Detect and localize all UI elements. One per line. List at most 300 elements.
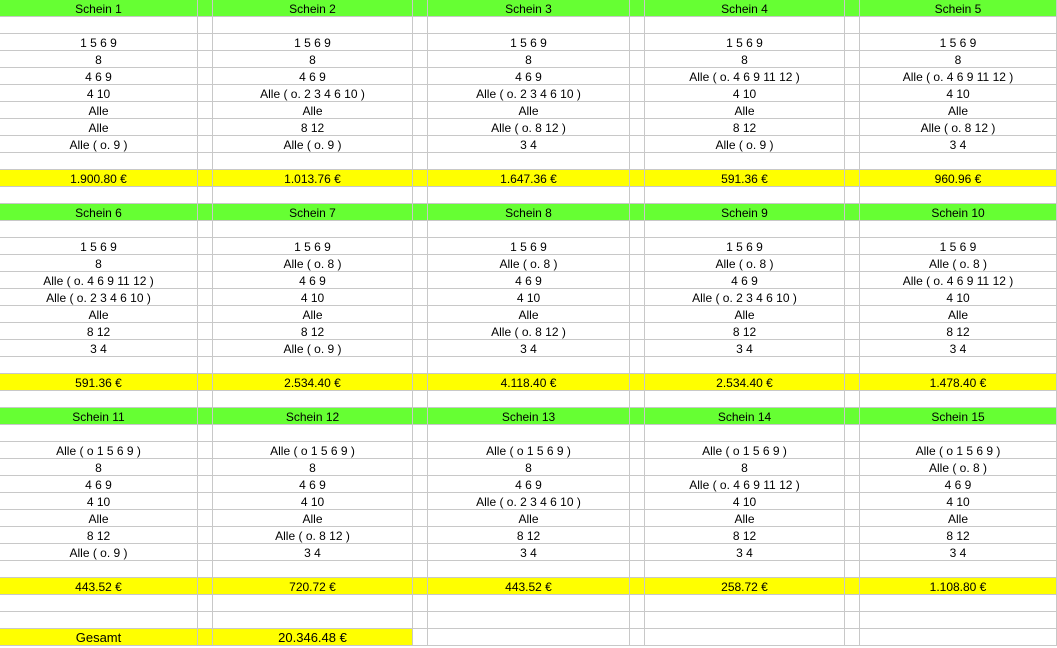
ticket-title[interactable]: Schein 13 — [428, 408, 630, 425]
ticket-pick[interactable]: 8 — [213, 51, 413, 68]
empty-cell[interactable] — [845, 153, 860, 170]
empty-cell[interactable] — [860, 187, 1057, 204]
empty-cell[interactable] — [413, 34, 428, 51]
empty-cell[interactable] — [845, 68, 860, 85]
ticket-pick[interactable]: Alle ( o. 8 ) — [213, 255, 413, 272]
ticket-pick[interactable]: Alle — [428, 510, 630, 527]
ticket-pick[interactable]: Alle — [860, 510, 1057, 527]
empty-cell[interactable] — [845, 527, 860, 544]
empty-cell[interactable] — [645, 17, 845, 34]
ticket-pick[interactable]: 8 — [213, 459, 413, 476]
ticket-pick[interactable]: 8 12 — [860, 323, 1057, 340]
ticket-amount[interactable]: 1.013.76 € — [213, 170, 413, 187]
empty-cell[interactable] — [198, 255, 213, 272]
empty-cell[interactable] — [198, 459, 213, 476]
ticket-pick[interactable]: 4 6 9 — [213, 476, 413, 493]
ticket-pick[interactable]: 8 12 — [860, 527, 1057, 544]
empty-cell[interactable] — [0, 561, 198, 578]
ticket-pick[interactable]: Alle ( o. 2 3 4 6 10 ) — [428, 85, 630, 102]
ticket-title[interactable]: Schein 5 — [860, 0, 1057, 17]
empty-cell[interactable] — [630, 357, 645, 374]
ticket-pick[interactable]: Alle ( o. 4 6 9 11 12 ) — [860, 68, 1057, 85]
empty-cell[interactable] — [645, 561, 845, 578]
empty-cell[interactable] — [198, 68, 213, 85]
empty-cell[interactable] — [428, 595, 630, 612]
ticket-pick[interactable]: Alle ( o. 8 ) — [860, 459, 1057, 476]
empty-cell[interactable] — [845, 289, 860, 306]
ticket-amount[interactable]: 2.534.40 € — [213, 374, 413, 391]
header-fill[interactable] — [845, 204, 860, 221]
empty-cell[interactable] — [413, 85, 428, 102]
empty-cell[interactable] — [198, 425, 213, 442]
ticket-pick[interactable]: 1 5 6 9 — [0, 34, 198, 51]
ticket-pick[interactable]: 4 6 9 — [428, 272, 630, 289]
header-fill[interactable] — [630, 408, 645, 425]
ticket-pick[interactable]: 4 10 — [645, 85, 845, 102]
empty-cell[interactable] — [413, 544, 428, 561]
total-value[interactable]: 20.346.48 € — [213, 629, 413, 646]
ticket-pick[interactable]: Alle ( o. 8 12 ) — [213, 527, 413, 544]
ticket-title[interactable]: Schein 11 — [0, 408, 198, 425]
empty-cell[interactable] — [413, 476, 428, 493]
empty-cell[interactable] — [845, 629, 860, 646]
empty-cell[interactable] — [198, 357, 213, 374]
empty-cell[interactable] — [413, 272, 428, 289]
ticket-pick[interactable]: 1 5 6 9 — [0, 238, 198, 255]
empty-cell[interactable] — [860, 425, 1057, 442]
empty-cell[interactable] — [860, 595, 1057, 612]
ticket-pick[interactable]: Alle ( o 1 5 6 9 ) — [860, 442, 1057, 459]
empty-cell[interactable] — [645, 612, 845, 629]
empty-cell[interactable] — [198, 391, 213, 408]
ticket-pick[interactable]: Alle ( o. 2 3 4 6 10 ) — [645, 289, 845, 306]
empty-cell[interactable] — [413, 561, 428, 578]
ticket-title[interactable]: Schein 1 — [0, 0, 198, 17]
ticket-pick[interactable]: 3 4 — [860, 340, 1057, 357]
empty-cell[interactable] — [845, 34, 860, 51]
ticket-pick[interactable]: 4 6 9 — [0, 476, 198, 493]
ticket-title[interactable]: Schein 7 — [213, 204, 413, 221]
empty-cell[interactable] — [845, 476, 860, 493]
empty-cell[interactable] — [198, 51, 213, 68]
empty-cell[interactable] — [0, 17, 198, 34]
empty-cell[interactable] — [413, 629, 428, 646]
header-fill[interactable] — [413, 0, 428, 17]
header-fill[interactable] — [198, 204, 213, 221]
empty-cell[interactable] — [198, 510, 213, 527]
ticket-pick[interactable]: Alle ( o. 9 ) — [213, 340, 413, 357]
ticket-pick[interactable]: 1 5 6 9 — [645, 238, 845, 255]
empty-cell[interactable] — [845, 442, 860, 459]
ticket-pick[interactable]: 4 6 9 — [428, 68, 630, 85]
ticket-pick[interactable]: Alle — [0, 102, 198, 119]
ticket-pick[interactable]: 3 4 — [860, 136, 1057, 153]
empty-cell[interactable] — [630, 561, 645, 578]
empty-cell[interactable] — [630, 476, 645, 493]
empty-cell[interactable] — [413, 238, 428, 255]
ticket-pick[interactable]: Alle ( o. 8 12 ) — [428, 119, 630, 136]
empty-cell[interactable] — [198, 527, 213, 544]
ticket-amount[interactable]: 443.52 € — [0, 578, 198, 595]
ticket-pick[interactable]: 8 12 — [645, 323, 845, 340]
empty-cell[interactable] — [860, 357, 1057, 374]
empty-cell[interactable] — [845, 357, 860, 374]
empty-cell[interactable] — [198, 323, 213, 340]
empty-cell[interactable] — [845, 323, 860, 340]
empty-cell[interactable] — [630, 187, 645, 204]
empty-cell[interactable] — [630, 102, 645, 119]
empty-cell[interactable] — [845, 561, 860, 578]
ticket-pick[interactable]: 1 5 6 9 — [860, 34, 1057, 51]
empty-cell[interactable] — [845, 340, 860, 357]
amount-fill[interactable] — [630, 170, 645, 187]
empty-cell[interactable] — [0, 595, 198, 612]
empty-cell[interactable] — [845, 255, 860, 272]
ticket-title[interactable]: Schein 9 — [645, 204, 845, 221]
amount-fill[interactable] — [630, 374, 645, 391]
empty-cell[interactable] — [198, 561, 213, 578]
header-fill[interactable] — [413, 204, 428, 221]
empty-cell[interactable] — [198, 136, 213, 153]
empty-cell[interactable] — [413, 459, 428, 476]
empty-cell[interactable] — [630, 459, 645, 476]
ticket-pick[interactable]: Alle — [645, 102, 845, 119]
ticket-pick[interactable]: 1 5 6 9 — [860, 238, 1057, 255]
empty-cell[interactable] — [413, 187, 428, 204]
ticket-pick[interactable]: 3 4 — [645, 340, 845, 357]
ticket-pick[interactable]: 3 4 — [428, 340, 630, 357]
empty-cell[interactable] — [630, 17, 645, 34]
empty-cell[interactable] — [428, 187, 630, 204]
empty-cell[interactable] — [845, 119, 860, 136]
empty-cell[interactable] — [845, 272, 860, 289]
ticket-pick[interactable]: 8 — [428, 459, 630, 476]
amount-fill[interactable] — [198, 170, 213, 187]
empty-cell[interactable] — [213, 357, 413, 374]
empty-cell[interactable] — [630, 221, 645, 238]
ticket-pick[interactable]: 1 5 6 9 — [213, 238, 413, 255]
ticket-pick[interactable]: Alle — [213, 102, 413, 119]
ticket-pick[interactable]: Alle ( o. 2 3 4 6 10 ) — [428, 493, 630, 510]
empty-cell[interactable] — [198, 85, 213, 102]
empty-cell[interactable] — [645, 153, 845, 170]
empty-cell[interactable] — [198, 544, 213, 561]
empty-cell[interactable] — [198, 153, 213, 170]
empty-cell[interactable] — [630, 289, 645, 306]
empty-cell[interactable] — [428, 629, 630, 646]
ticket-amount[interactable]: 1.108.80 € — [860, 578, 1057, 595]
ticket-amount[interactable]: 4.118.40 € — [428, 374, 630, 391]
ticket-pick[interactable]: Alle ( o. 4 6 9 11 12 ) — [645, 68, 845, 85]
empty-cell[interactable] — [845, 306, 860, 323]
empty-cell[interactable] — [198, 340, 213, 357]
ticket-title[interactable]: Schein 14 — [645, 408, 845, 425]
ticket-pick[interactable]: Alle — [860, 306, 1057, 323]
empty-cell[interactable] — [198, 221, 213, 238]
empty-cell[interactable] — [630, 68, 645, 85]
empty-cell[interactable] — [645, 221, 845, 238]
ticket-pick[interactable]: Alle — [213, 510, 413, 527]
empty-cell[interactable] — [860, 629, 1057, 646]
empty-cell[interactable] — [413, 51, 428, 68]
empty-cell[interactable] — [428, 561, 630, 578]
ticket-pick[interactable]: Alle ( o. 4 6 9 11 12 ) — [645, 476, 845, 493]
empty-cell[interactable] — [630, 544, 645, 561]
ticket-pick[interactable]: 4 6 9 — [213, 272, 413, 289]
empty-cell[interactable] — [630, 425, 645, 442]
header-fill[interactable] — [845, 408, 860, 425]
ticket-pick[interactable]: 4 10 — [213, 493, 413, 510]
empty-cell[interactable] — [198, 187, 213, 204]
empty-cell[interactable] — [213, 187, 413, 204]
ticket-pick[interactable]: 8 — [0, 255, 198, 272]
empty-cell[interactable] — [213, 221, 413, 238]
ticket-pick[interactable]: 4 6 9 — [0, 68, 198, 85]
empty-cell[interactable] — [413, 493, 428, 510]
empty-cell[interactable] — [630, 34, 645, 51]
ticket-pick[interactable]: 3 4 — [428, 136, 630, 153]
empty-cell[interactable] — [860, 153, 1057, 170]
ticket-pick[interactable]: 3 4 — [860, 544, 1057, 561]
empty-cell[interactable] — [198, 272, 213, 289]
ticket-amount[interactable]: 1.900.80 € — [0, 170, 198, 187]
empty-cell[interactable] — [413, 340, 428, 357]
empty-cell[interactable] — [413, 391, 428, 408]
empty-cell[interactable] — [198, 612, 213, 629]
ticket-pick[interactable]: 8 12 — [645, 119, 845, 136]
ticket-pick[interactable]: 8 12 — [213, 119, 413, 136]
empty-cell[interactable] — [845, 136, 860, 153]
empty-cell[interactable] — [413, 306, 428, 323]
header-fill[interactable] — [845, 0, 860, 17]
ticket-pick[interactable]: 1 5 6 9 — [213, 34, 413, 51]
ticket-pick[interactable]: 8 — [645, 51, 845, 68]
amount-fill[interactable] — [845, 170, 860, 187]
ticket-pick[interactable]: Alle ( o. 9 ) — [0, 136, 198, 153]
ticket-pick[interactable]: 1 5 6 9 — [428, 238, 630, 255]
ticket-title[interactable]: Schein 12 — [213, 408, 413, 425]
ticket-pick[interactable]: 8 — [428, 51, 630, 68]
empty-cell[interactable] — [630, 136, 645, 153]
empty-cell[interactable] — [428, 17, 630, 34]
empty-cell[interactable] — [630, 153, 645, 170]
empty-cell[interactable] — [845, 612, 860, 629]
empty-cell[interactable] — [630, 51, 645, 68]
empty-cell[interactable] — [645, 425, 845, 442]
ticket-pick[interactable]: 4 10 — [645, 493, 845, 510]
empty-cell[interactable] — [428, 612, 630, 629]
empty-cell[interactable] — [845, 85, 860, 102]
empty-cell[interactable] — [630, 238, 645, 255]
ticket-pick[interactable]: Alle — [645, 306, 845, 323]
empty-cell[interactable] — [0, 187, 198, 204]
ticket-title[interactable]: Schein 6 — [0, 204, 198, 221]
empty-cell[interactable] — [845, 238, 860, 255]
empty-cell[interactable] — [213, 391, 413, 408]
empty-cell[interactable] — [213, 561, 413, 578]
empty-cell[interactable] — [428, 425, 630, 442]
empty-cell[interactable] — [413, 595, 428, 612]
empty-cell[interactable] — [645, 595, 845, 612]
ticket-pick[interactable]: 8 12 — [0, 323, 198, 340]
ticket-pick[interactable]: Alle ( o 1 5 6 9 ) — [428, 442, 630, 459]
ticket-title[interactable]: Schein 8 — [428, 204, 630, 221]
empty-cell[interactable] — [198, 476, 213, 493]
header-fill[interactable] — [198, 408, 213, 425]
ticket-pick[interactable]: 3 4 — [213, 544, 413, 561]
empty-cell[interactable] — [630, 340, 645, 357]
empty-cell[interactable] — [413, 510, 428, 527]
empty-cell[interactable] — [213, 612, 413, 629]
ticket-pick[interactable]: Alle — [860, 102, 1057, 119]
ticket-title[interactable]: Schein 4 — [645, 0, 845, 17]
empty-cell[interactable] — [213, 17, 413, 34]
empty-cell[interactable] — [413, 17, 428, 34]
amount-fill[interactable] — [630, 578, 645, 595]
empty-cell[interactable] — [860, 391, 1057, 408]
empty-cell[interactable] — [428, 391, 630, 408]
empty-cell[interactable] — [630, 612, 645, 629]
empty-cell[interactable] — [845, 17, 860, 34]
empty-cell[interactable] — [413, 527, 428, 544]
empty-cell[interactable] — [413, 136, 428, 153]
empty-cell[interactable] — [630, 323, 645, 340]
empty-cell[interactable] — [198, 102, 213, 119]
ticket-pick[interactable]: Alle — [213, 306, 413, 323]
ticket-pick[interactable]: 3 4 — [428, 544, 630, 561]
empty-cell[interactable] — [845, 102, 860, 119]
ticket-pick[interactable]: 8 — [860, 51, 1057, 68]
empty-cell[interactable] — [413, 425, 428, 442]
ticket-pick[interactable]: 3 4 — [0, 340, 198, 357]
empty-cell[interactable] — [845, 425, 860, 442]
empty-cell[interactable] — [413, 68, 428, 85]
ticket-title[interactable]: Schein 2 — [213, 0, 413, 17]
empty-cell[interactable] — [198, 442, 213, 459]
ticket-amount[interactable]: 960.96 € — [860, 170, 1057, 187]
amount-fill[interactable] — [198, 374, 213, 391]
empty-cell[interactable] — [630, 272, 645, 289]
ticket-pick[interactable]: Alle — [0, 510, 198, 527]
header-fill[interactable] — [413, 408, 428, 425]
ticket-pick[interactable]: Alle — [0, 119, 198, 136]
empty-cell[interactable] — [630, 493, 645, 510]
ticket-pick[interactable]: Alle ( o. 8 ) — [645, 255, 845, 272]
ticket-pick[interactable]: 4 10 — [860, 289, 1057, 306]
ticket-title[interactable]: Schein 10 — [860, 204, 1057, 221]
empty-cell[interactable] — [0, 612, 198, 629]
ticket-pick[interactable]: Alle ( o. 9 ) — [0, 544, 198, 561]
ticket-pick[interactable]: Alle ( o 1 5 6 9 ) — [0, 442, 198, 459]
ticket-amount[interactable]: 258.72 € — [645, 578, 845, 595]
ticket-amount[interactable]: 1.647.36 € — [428, 170, 630, 187]
empty-cell[interactable] — [630, 442, 645, 459]
empty-cell[interactable] — [845, 493, 860, 510]
empty-cell[interactable] — [413, 442, 428, 459]
empty-cell[interactable] — [845, 187, 860, 204]
empty-cell[interactable] — [860, 612, 1057, 629]
ticket-pick[interactable]: 4 6 9 — [860, 476, 1057, 493]
ticket-pick[interactable]: 8 — [645, 459, 845, 476]
empty-cell[interactable] — [845, 391, 860, 408]
ticket-pick[interactable]: 4 6 9 — [645, 272, 845, 289]
ticket-pick[interactable]: Alle — [428, 102, 630, 119]
ticket-pick[interactable]: Alle ( o. 8 12 ) — [428, 323, 630, 340]
ticket-title[interactable]: Schein 15 — [860, 408, 1057, 425]
empty-cell[interactable] — [645, 391, 845, 408]
empty-cell[interactable] — [413, 289, 428, 306]
empty-cell[interactable] — [198, 119, 213, 136]
ticket-pick[interactable]: Alle ( o. 2 3 4 6 10 ) — [0, 289, 198, 306]
empty-cell[interactable] — [413, 612, 428, 629]
ticket-amount[interactable]: 1.478.40 € — [860, 374, 1057, 391]
ticket-pick[interactable]: 4 6 9 — [428, 476, 630, 493]
empty-cell[interactable] — [213, 153, 413, 170]
header-fill[interactable] — [630, 0, 645, 17]
empty-cell[interactable] — [198, 238, 213, 255]
ticket-pick[interactable]: 8 12 — [0, 527, 198, 544]
ticket-pick[interactable]: Alle ( o 1 5 6 9 ) — [213, 442, 413, 459]
empty-cell[interactable] — [630, 85, 645, 102]
empty-cell[interactable] — [845, 544, 860, 561]
empty-cell[interactable] — [0, 425, 198, 442]
ticket-pick[interactable]: 1 5 6 9 — [428, 34, 630, 51]
empty-cell[interactable] — [630, 391, 645, 408]
empty-cell[interactable] — [413, 255, 428, 272]
ticket-pick[interactable]: Alle ( o. 2 3 4 6 10 ) — [213, 85, 413, 102]
empty-cell[interactable] — [413, 119, 428, 136]
amount-fill[interactable] — [845, 578, 860, 595]
empty-cell[interactable] — [198, 595, 213, 612]
ticket-pick[interactable]: 3 4 — [645, 544, 845, 561]
empty-cell[interactable] — [428, 153, 630, 170]
empty-cell[interactable] — [845, 51, 860, 68]
empty-cell[interactable] — [0, 221, 198, 238]
total-fill[interactable] — [198, 629, 213, 646]
empty-cell[interactable] — [198, 289, 213, 306]
ticket-amount[interactable]: 720.72 € — [213, 578, 413, 595]
empty-cell[interactable] — [630, 255, 645, 272]
empty-cell[interactable] — [413, 153, 428, 170]
empty-cell[interactable] — [845, 459, 860, 476]
ticket-pick[interactable]: Alle ( o. 4 6 9 11 12 ) — [860, 272, 1057, 289]
ticket-pick[interactable]: 4 6 9 — [213, 68, 413, 85]
ticket-pick[interactable]: 1 5 6 9 — [645, 34, 845, 51]
amount-fill[interactable] — [413, 374, 428, 391]
empty-cell[interactable] — [860, 221, 1057, 238]
ticket-pick[interactable]: 4 10 — [428, 289, 630, 306]
ticket-pick[interactable]: Alle ( o. 4 6 9 11 12 ) — [0, 272, 198, 289]
ticket-pick[interactable]: 4 10 — [860, 85, 1057, 102]
empty-cell[interactable] — [198, 34, 213, 51]
empty-cell[interactable] — [198, 493, 213, 510]
ticket-amount[interactable]: 591.36 € — [645, 170, 845, 187]
empty-cell[interactable] — [213, 425, 413, 442]
ticket-pick[interactable]: Alle ( o. 8 12 ) — [860, 119, 1057, 136]
ticket-pick[interactable]: 4 10 — [0, 85, 198, 102]
empty-cell[interactable] — [413, 102, 428, 119]
ticket-pick[interactable]: 4 10 — [0, 493, 198, 510]
empty-cell[interactable] — [630, 306, 645, 323]
empty-cell[interactable] — [845, 510, 860, 527]
ticket-pick[interactable]: 4 10 — [213, 289, 413, 306]
empty-cell[interactable] — [0, 357, 198, 374]
amount-fill[interactable] — [845, 374, 860, 391]
header-fill[interactable] — [198, 0, 213, 17]
ticket-pick[interactable]: 8 12 — [428, 527, 630, 544]
empty-cell[interactable] — [198, 17, 213, 34]
empty-cell[interactable] — [413, 323, 428, 340]
